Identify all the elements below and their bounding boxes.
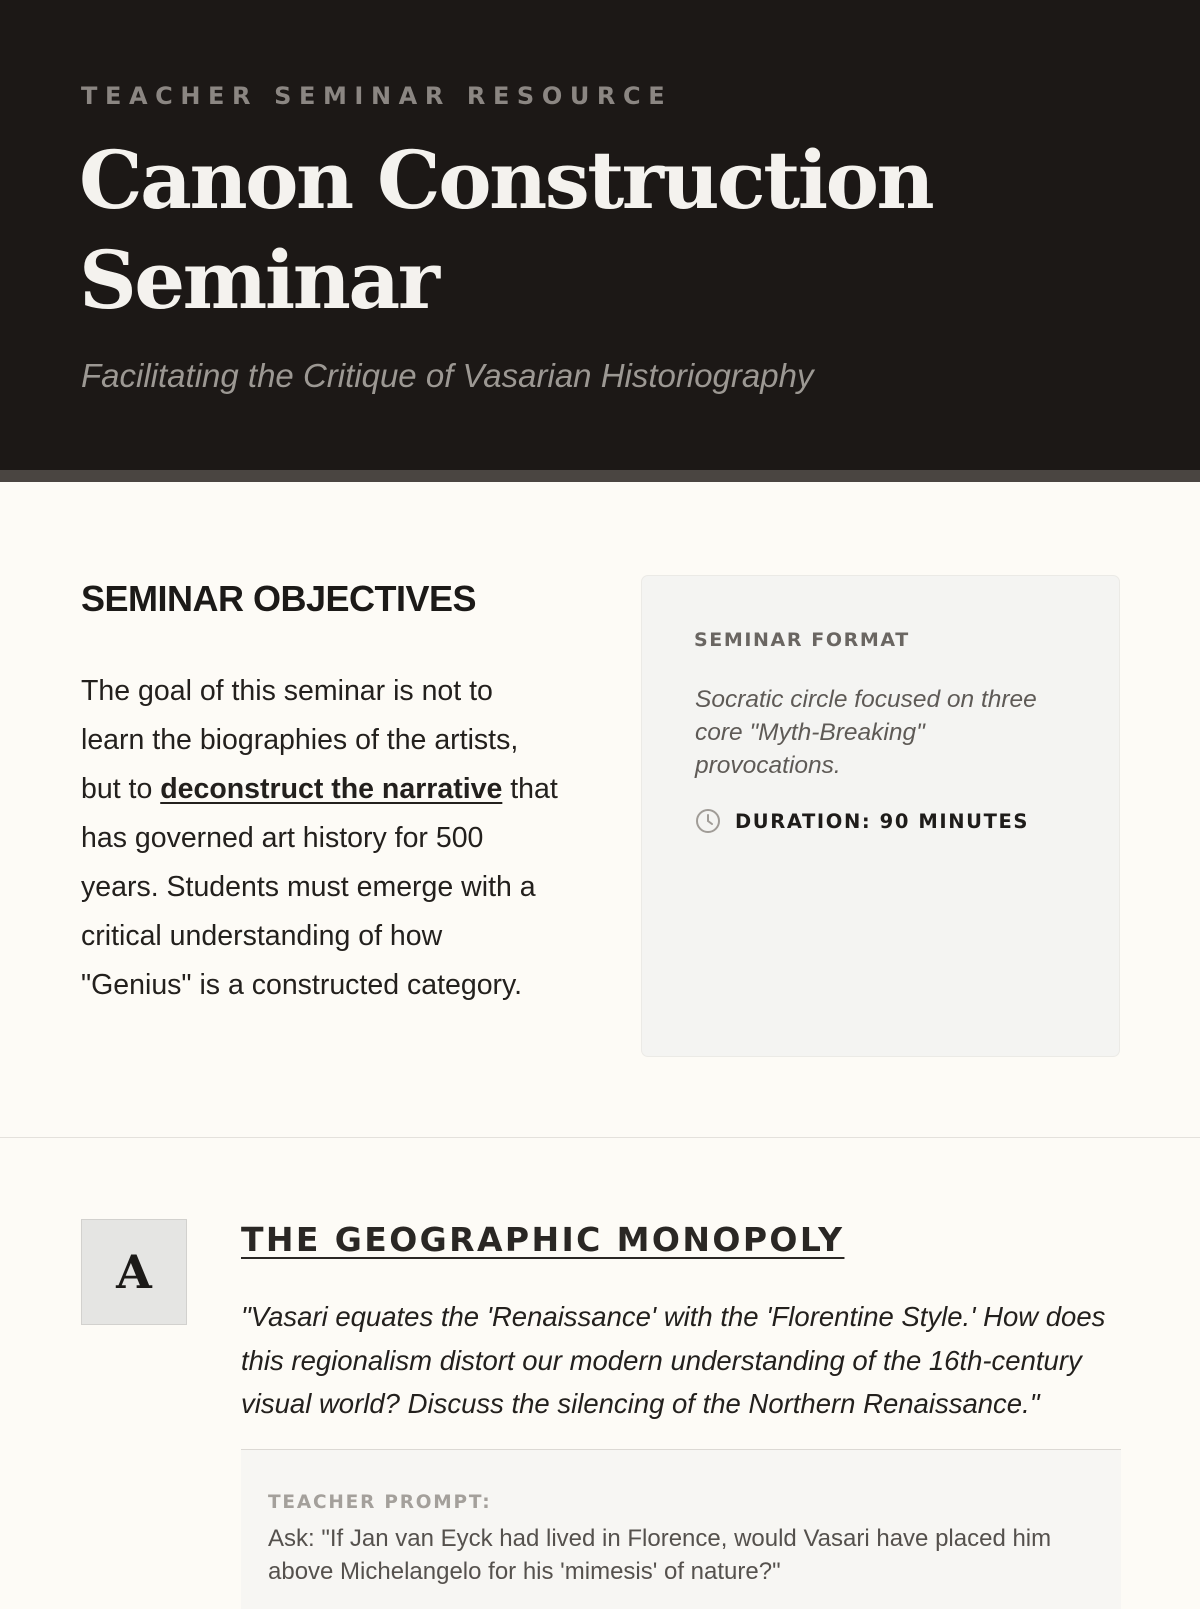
objectives-heading: SEMINAR OBJECTIVES [81, 578, 477, 619]
provocation-title: THE GEOGRAPHIC MONOPOLY [241, 1220, 845, 1259]
objectives-emphasis: deconstruct the narrative [160, 773, 503, 805]
clock-icon [695, 808, 721, 834]
objectives-body-text: The goal of this seminar is not to learn the biographies of the artists, but to [81, 675, 519, 805]
page-title: Canon Construction Seminar [79, 133, 933, 327]
objectives-body [81, 667, 559, 1010]
format-label: SEMINAR FORMAT [694, 629, 910, 651]
section-divider [0, 1137, 1200, 1138]
duration-row [695, 808, 1029, 834]
teacher-prompt-text: Ask: "If Jan van Eyck had lived in Florence, would Vasari have placed him above Michelangelo for his 'mimesis' of nature?" [268, 1525, 1052, 1585]
provocation-letter: A [81, 1219, 187, 1325]
duration-text: DURATION: 90 MINUTES [735, 809, 1030, 833]
format-description: Socratic circle focused on three core "Myth-Breaking" provocations. [695, 686, 1037, 779]
hero-header [0, 0, 1200, 482]
teacher-prompt-box [241, 1449, 1121, 1609]
provocation-quote: "Vasari equates the 'Renaissance' with the 'Florentine Style.' How does this regionalism distort our modern understanding of the 16th-century visual world? Discuss the silencing of the Northern Renaissance." [241, 1301, 1106, 1419]
eyebrow-label: TEACHER SEMINAR RESOURCE [81, 82, 673, 110]
seminar-format-card [641, 575, 1120, 1057]
objectives-body-text: that has governed art history for 500 years. Students must emerge with a critical understanding of how "Genius" is a constructed category. [81, 773, 558, 1001]
teacher-prompt-label: TEACHER PROMPT: [268, 1492, 492, 1513]
page-subtitle: Facilitating the Critique of Vasarian Historiography [81, 357, 814, 394]
